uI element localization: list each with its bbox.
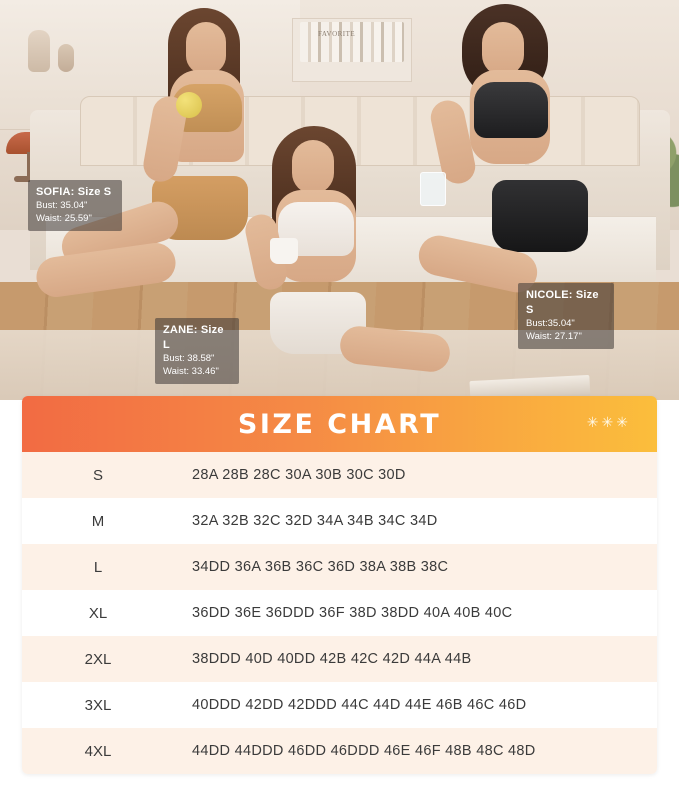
table-row xyxy=(22,636,657,682)
size-values: 36DD 36E 36DDD 36F 38D 38DD 40A 40B 40C xyxy=(192,605,513,621)
model-sofia-head xyxy=(186,22,226,74)
size-label: M xyxy=(91,512,105,530)
size-label: 4XL xyxy=(84,742,112,760)
apple-prop xyxy=(176,92,202,118)
callout-zane-waist: Waist: 33.46" xyxy=(163,365,219,377)
model-nicole-shorts xyxy=(492,180,588,252)
size-values: 38DDD 40D 40DD 42B 42C 42D 44A 44B xyxy=(192,651,472,667)
size-chart-title: SIZE CHART xyxy=(237,408,442,440)
callout-nicole xyxy=(518,283,614,349)
table-row xyxy=(22,682,657,728)
callout-zane xyxy=(155,318,239,384)
table-row xyxy=(22,590,657,636)
book-label: FAVORITE xyxy=(318,30,356,38)
mug-prop xyxy=(270,238,298,264)
callout-zane-name: ZANE: Size L xyxy=(163,324,224,351)
model-nicole-head xyxy=(482,22,524,76)
size-label: 3XL xyxy=(84,696,112,714)
model-zane-head xyxy=(292,140,334,194)
callout-sofia-waist: Waist: 25.59" xyxy=(36,212,92,224)
model-nicole-bra xyxy=(474,82,548,138)
table-row xyxy=(22,728,657,774)
callout-sofia-name: SOFIA: Size S xyxy=(36,186,112,198)
callout-nicole-bust: Bust:35.04" xyxy=(526,317,575,329)
size-values: 44DD 44DDD 46DD 46DDD 46E 46F 48B 48C 48D xyxy=(192,743,536,759)
lifestyle-photo xyxy=(0,0,679,400)
size-chart-header xyxy=(22,396,657,452)
table-row xyxy=(22,544,657,590)
size-values: 40DDD 42DD 42DDD 44C 44D 44E 46B 46C 46D xyxy=(192,697,527,713)
size-label: XL xyxy=(88,604,108,622)
callout-zane-bust: Bust: 38.58" xyxy=(163,352,215,364)
water-glass-prop xyxy=(420,172,446,206)
size-chart xyxy=(22,396,657,774)
size-values: 34DD 36A 36B 36C 36D 38A 38B 38C xyxy=(192,559,449,575)
callout-sofia xyxy=(28,180,122,231)
callout-nicole-name: NICOLE: Size S xyxy=(526,289,599,316)
callout-sofia-bust: Bust: 35.04" xyxy=(36,199,88,211)
vase-large-icon xyxy=(28,30,50,72)
callout-nicole-waist: Waist: 27.17" xyxy=(526,330,582,342)
size-values: 32A 32B 32C 32D 34A 34B 34C 34D xyxy=(192,513,438,529)
size-label: 2XL xyxy=(84,650,112,668)
size-values: 28A 28B 28C 30A 30B 30C 30D xyxy=(192,467,406,483)
table-row xyxy=(22,498,657,544)
size-label: L xyxy=(93,558,103,576)
vase-small-icon xyxy=(58,44,74,72)
size-label: S xyxy=(92,466,103,484)
table-row xyxy=(22,452,657,498)
sparkle-icon: ✳✳✳ xyxy=(586,414,631,430)
books-stack xyxy=(300,22,404,62)
